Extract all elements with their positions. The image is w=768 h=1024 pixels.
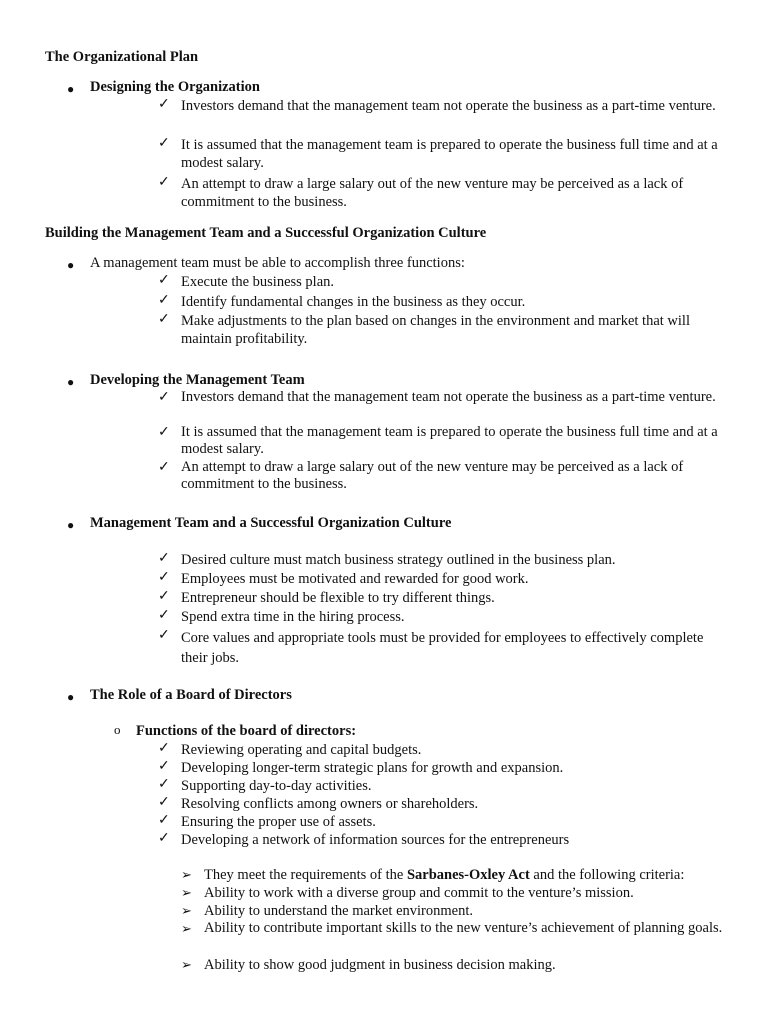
list-item: Supporting day-to-day activities.: [181, 778, 372, 794]
list-item: Reviewing operating and capital budgets.: [181, 742, 422, 758]
list-item: Ensuring the proper use of assets.: [181, 814, 376, 830]
arrow-bullet-icon: ➢: [181, 867, 192, 882]
heading-developing-team: Developing the Management Team: [90, 372, 305, 388]
checkmark-icon: ✓: [158, 136, 170, 151]
bullet-icon: ●: [67, 518, 75, 532]
checkmark-icon: ✓: [158, 795, 170, 810]
list-item: Ability to understand the market environment.: [204, 903, 473, 919]
checkmark-icon: ✓: [158, 460, 170, 475]
checkmark-icon: ✓: [158, 741, 170, 756]
checkmark-icon: ✓: [158, 390, 170, 405]
list-item: It is assumed that the management team is prepared to operate the business full time and at a modest salary.: [181, 424, 718, 457]
sarbanes-oxley-act: Sarbanes-Oxley Act: [406, 867, 530, 883]
list-item: A management team must be able to accomplish three functions:: [90, 255, 465, 271]
list-item: Ability to show good judgment in business decision making.: [204, 957, 556, 973]
checkmark-icon: ✓: [158, 97, 170, 112]
list-item: Identify fundamental changes in the business as they occur.: [181, 294, 526, 310]
subheading-board-functions: Functions of the board of directors:: [136, 723, 357, 739]
arrow-bullet-icon: ➢: [181, 885, 192, 900]
list-item: An attempt to draw a large salary out of the new venture may be perceived as a lack of commitment to the business.: [181, 176, 684, 210]
list-item: It is assumed that the management team is prepared to operate the business full time and at a modest salary.: [181, 137, 718, 171]
text-run: and the following criteria:: [529, 867, 685, 883]
section-title-organizational-plan: The Organizational Plan: [45, 49, 199, 65]
section-title-building-team: Building the Management Team and a Successful Organization Culture: [45, 225, 487, 241]
heading-designing-organization: Designing the Organization: [90, 79, 260, 95]
list-item: Entrepreneur should be flexible to try different things.: [181, 590, 495, 606]
list-item: Make adjustments to the plan based on changes in the environment and market that will maintain profitability.: [181, 313, 690, 347]
checkmark-icon: ✓: [158, 608, 170, 623]
heading-board-of-directors: The Role of a Board of Directors: [90, 687, 292, 703]
list-item: Resolving conflicts among owners or shareholders.: [181, 796, 479, 812]
checkmark-icon: ✓: [158, 777, 170, 792]
bullet-icon: ●: [67, 82, 75, 96]
arrow-bullet-icon: ➢: [181, 921, 192, 936]
list-item-sarbanes-oxley: [204, 866, 724, 884]
text-run: They meet the requirements of the: [204, 867, 407, 883]
list-item: Developing a network of information sources for the entrepreneurs: [181, 832, 570, 848]
list-item: Ability to contribute important skills to the new venture’s achievement of planning goals.: [204, 920, 723, 936]
checkmark-icon: ✓: [158, 312, 170, 327]
heading-team-culture: Management Team and a Successful Organization Culture: [90, 515, 452, 531]
list-item: Investors demand that the management team not operate the business as a part-time venture.: [181, 389, 716, 405]
checkmark-icon: ✓: [158, 425, 170, 440]
bullet-icon: ●: [67, 258, 75, 272]
checkmark-icon: ✓: [158, 589, 170, 604]
checkmark-icon: ✓: [158, 831, 170, 846]
list-item: Core values and appropriate tools must be provided for employees to effectively complete their jobs.: [181, 630, 704, 666]
checkmark-icon: ✓: [158, 175, 170, 190]
arrow-bullet-icon: ➢: [181, 957, 192, 972]
list-item: Execute the business plan.: [181, 274, 335, 290]
list-item: Investors demand that the management team not operate the business as a part-time venture.: [181, 98, 716, 114]
checkmark-icon: ✓: [158, 551, 170, 566]
checkmark-icon: ✓: [158, 759, 170, 774]
circle-bullet-icon: o: [114, 722, 121, 737]
bullet-icon: ●: [67, 375, 75, 389]
list-item: Developing longer-term strategic plans for growth and expansion.: [181, 760, 564, 776]
list-item: Employees must be motivated and rewarded for good work.: [181, 571, 529, 587]
list-item: Ability to work with a diverse group and commit to the venture’s mission.: [204, 885, 634, 901]
checkmark-icon: ✓: [158, 813, 170, 828]
list-item: Desired culture must match business strategy outlined in the business plan.: [181, 552, 616, 568]
arrow-bullet-icon: ➢: [181, 903, 192, 918]
checkmark-icon: ✓: [158, 628, 170, 643]
checkmark-icon: ✓: [158, 570, 170, 585]
checkmark-icon: ✓: [158, 293, 170, 308]
list-item: Spend extra time in the hiring process.: [181, 609, 405, 625]
checkmark-icon: ✓: [158, 273, 170, 288]
list-item: An attempt to draw a large salary out of the new venture may be perceived as a lack of commitment to the business.: [181, 459, 684, 492]
bullet-icon: ●: [67, 690, 75, 704]
